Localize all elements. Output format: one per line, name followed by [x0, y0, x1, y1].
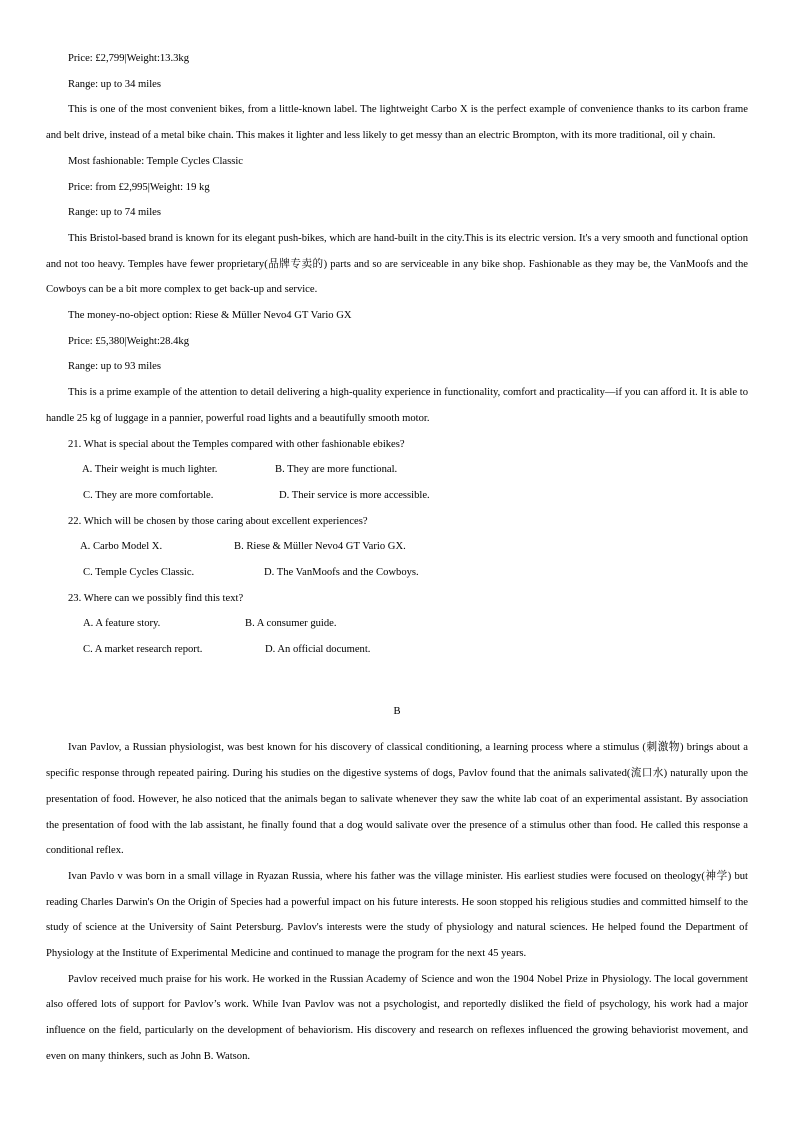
option-d: D. An official document. [265, 644, 371, 656]
riese-description: This is a prime example of the attention to detail delivering a high-quality experience in functionality, comfort and practicality—if you can afford it. It is able to handle 25 kg of luggage in a pannier, powerful road lights and a beautifully smooth motor. [46, 387, 748, 424]
temple-heading: Most fashionable: Temple Cycles Classic [68, 155, 244, 167]
question-21 [46, 432, 748, 509]
document-page [46, 46, 748, 1070]
option-c: C. A market research report. [83, 644, 203, 656]
question-stem: 23. Where can we possibly find this text? [68, 592, 244, 604]
riese-heading: The money-no-object option: Riese & Müller Nevo4 GT Vario GX [68, 310, 352, 322]
option-a: A. Carbo Model X. [80, 541, 163, 553]
pavlov-paragraph-2: Ivan Pavlo v was born in a small village in Ryazan Russia, where his father was the village minister. His earliest studies were focused on theology(神学) but reading Charles Darwin's On the Origin of Species had a powerful impact on his future interests. He soon stopped his religious studies and committed himself to the study of science at the University of Saint Petersburg. Pavlov's interests were the study of physiology and natural sciences. He helped found the Department of Physiology at the Institute of Experimental Medicine and continued to manage the program for the next 45 years. [46, 870, 748, 960]
option-c: C. Temple Cycles Classic. [83, 567, 195, 579]
carbo-range: Range: up to 34 miles [68, 78, 161, 90]
question-22 [46, 509, 748, 586]
carbo-price: Price: £2,799|Weight:13.3kg [68, 53, 190, 64]
option-d: D. The VanMoofs and the Cowboys. [264, 567, 419, 579]
carbo-description: This is one of the most convenient bikes, from a little-known label. The lightweight Carbo X is the perfect example of convenience thanks to its carbon frame and belt drive, instead of a metal bike chain. This makes it lighter and less likely to get messy than an electric Brompton, with its more traditional, oil y chain. [46, 104, 748, 142]
temple-range: Range: up to 74 miles [68, 207, 161, 219]
pavlov-paragraph-3: Pavlov received much praise for his work. He worked in the Russian Academy of Science and won the 1904 Nobel Prize in Physiology. The local government also offered lots of support for Pavlov’s work. While Ivan Pavlov was not a psychologist, and reportedly disliked the field of psychology, his work had a major influence on the field, particularly on the development of behaviorism. His discovery and research on reflexes influenced the growing behaviorist movement, and even on many thinkers, such as John B. Watson. [46, 973, 748, 1062]
option-a: A. A feature story. [83, 618, 161, 630]
riese-price: Price: £5,380|Weight:28.4kg [68, 335, 190, 347]
option-a: A. Their weight is much lighter. [82, 464, 218, 476]
section-label: B [393, 706, 401, 718]
question-stem: 22. Which will be chosen by those caring about excellent experiences? [68, 515, 368, 527]
temple-description: This Bristol-based brand is known for its elegant push-bikes, which are hand-built in the city.This is its electric version. It's a very smooth and functional option and not too heavy. Temples have fewer proprietary(品牌专卖的) parts and so are serviceable in any bike shop. Fashionable as they may be, the VanMoofs and the Cowboys can be a bit more complex to get back-up and service. [46, 232, 748, 296]
option-c: C. They are more comfortable. [83, 489, 214, 501]
question-23 [46, 586, 748, 663]
option-b: B. They are more functional. [275, 464, 398, 476]
temple-price: Price: from £2,995|Weight: 19 kg [68, 181, 210, 193]
option-b: B. A consumer guide. [245, 618, 337, 630]
question-stem: 21. What is special about the Temples compared with other fashionable ebikes? [68, 438, 405, 450]
riese-range: Range: up to 93 miles [68, 361, 161, 373]
pavlov-paragraph-1: Ivan Pavlov, a Russian physiologist, was best known for his discovery of classical conditioning, a learning process where a stimulus (刺激物) brings about a specific response through repeated pairing. During his studies on the digestive systems of dogs, Pavlov found that the animals salivated(流口水) naturally upon the presentation of food. However, he also noticed that the animals began to salivate whenever they saw the white lab coat of an experimental assistant. By association the presentation of food with the lab assistant, he finally found that a dog would salivate over the presence of a stimulus other than food. He called this response a conditional reflex. [46, 742, 748, 857]
option-b: B. Riese & Müller Nevo4 GT Vario GX. [234, 541, 406, 553]
option-d: D. Their service is more accessible. [279, 489, 430, 501]
